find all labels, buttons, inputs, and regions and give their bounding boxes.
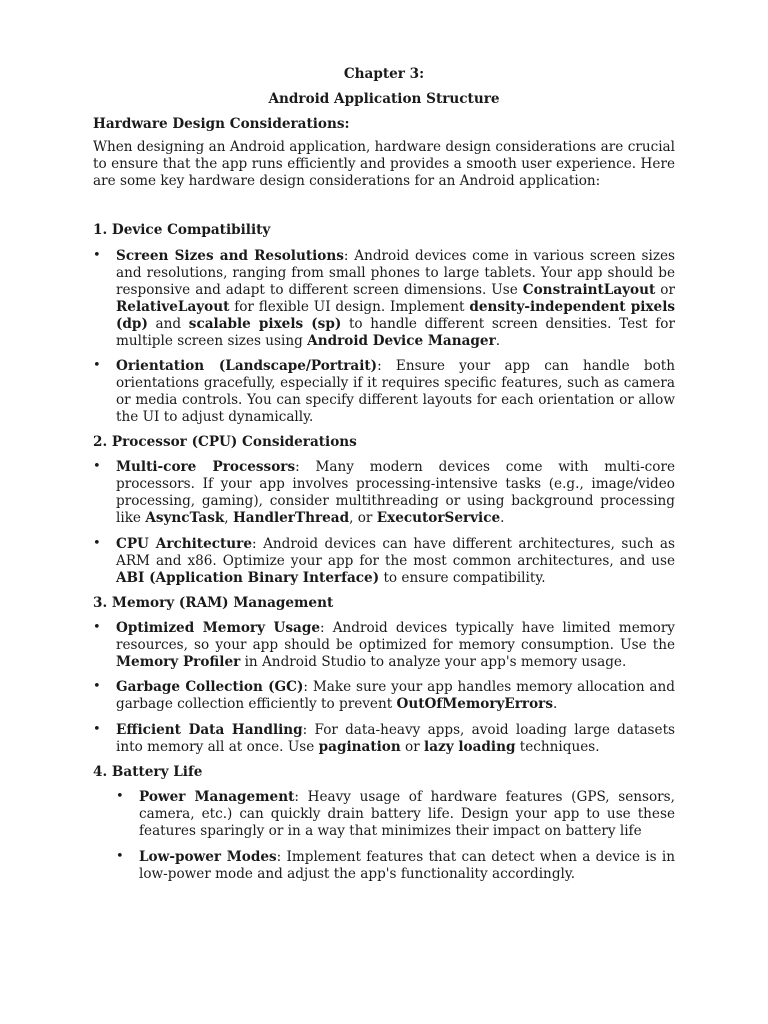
- list-item: Orientation (Landscape/Portrait): Ensure your app can handle both orientations gracefully, especially if it requires specific features, such as camera or media controls. You can specify different layouts for each orientation or allow the UI to adjust dynamically.: [116, 358, 675, 425]
- bullet-marker: •: [116, 789, 124, 804]
- item-term: Orientation (Landscape/Portrait): [116, 358, 378, 374]
- bullet-marker: •: [93, 358, 101, 373]
- emphasis-term: OutOfMemoryErrors: [396, 696, 553, 712]
- item-term: Efficient Data Handling: [116, 722, 303, 738]
- item-term: Power Management: [139, 789, 295, 805]
- emphasis-term: density-independent pixels (dp): [116, 299, 676, 332]
- list-item: Screen Sizes and Resolutions: Android devices come in various screen sizes and resolutions, ranging from small phones to large tablets. Your app should be responsive and adapt to different screen dimensions. Use ConstraintLayout or RelativeLayout for flexible UI design. Implement density-independent pixels (dp) and scalable pixels (sp) to handle different screen densities. Test for multiple screen sizes using Android Device Manager.: [116, 248, 676, 349]
- emphasis-term: Android Device Manager: [307, 333, 496, 349]
- chapter-number: Chapter 3:: [343, 66, 425, 82]
- emphasis-term: ExecutorService: [376, 510, 501, 526]
- bullet-marker: •: [93, 679, 101, 694]
- section-heading-processor: 2. Processor (CPU) Considerations: [93, 434, 357, 450]
- bullet-marker: •: [93, 620, 101, 635]
- list-item: Multi-core Processors: Many modern devices come with multi-core processors. If your app involves processing-intensive tasks (e.g., image/video processing, gaming), consider multithreading or using background processing like AsyncTask, HandlerThread, or ExecutorService.: [116, 459, 676, 526]
- emphasis-term: RelativeLayout: [116, 299, 230, 315]
- list-item: Low-power Modes: Implement features that can detect when a device is in low-power mode and adjust the app's functionality accordingly.: [139, 849, 675, 882]
- emphasis-term: scalable pixels (sp): [188, 316, 342, 332]
- emphasis-term: ABI (Application Binary Interface): [116, 570, 380, 586]
- item-term: Optimized Memory Usage: [116, 620, 320, 636]
- bullet-marker: •: [93, 459, 101, 474]
- emphasis-term: pagination: [318, 739, 401, 755]
- item-term: CPU Architecture: [116, 536, 252, 552]
- bullet-marker: •: [93, 536, 101, 551]
- section-heading-device-compatibility: 1. Device Compatibility: [93, 222, 271, 238]
- section-heading: Hardware Design Considerations:: [93, 116, 350, 132]
- list-item: CPU Architecture: Android devices can have different architectures, such as ARM and x86. Optimize your app for the most common architectures, and use ABI (Application Binary Interface) to ensure compatibility.: [116, 536, 676, 586]
- list-item: Power Management: Heavy usage of hardware features (GPS, sensors, camera, etc.) can quickly drain battery life. Design your app to use these features sparingly or in a way that minimizes their impact on battery life: [139, 789, 675, 839]
- bullet-marker: •: [116, 849, 124, 864]
- item-term: Multi-core Processors: [116, 459, 296, 475]
- emphasis-term: lazy loading: [424, 739, 516, 755]
- emphasis-term: AsyncTask: [145, 510, 225, 526]
- chapter-title: Android Application Structure: [268, 91, 500, 107]
- list-item: Optimized Memory Usage: Android devices typically have limited memory resources, so your app should be optimized for memory consumption. Use the Memory Profiler in Android Studio to analyze your app's memory usage.: [116, 620, 675, 670]
- emphasis-term: ConstraintLayout: [522, 282, 656, 298]
- item-term: Garbage Collection (GC): [116, 679, 304, 695]
- section-heading-battery: 4. Battery Life: [93, 764, 203, 780]
- item-term: Screen Sizes and Resolutions: [116, 248, 344, 264]
- emphasis-term: Memory Profiler: [116, 654, 241, 670]
- intro-paragraph: When designing an Android application, hardware design considerations are crucial to ensure that the app runs efficiently and provides a smooth user experience. Here are some key hardware design considerations for an Android application:: [93, 139, 675, 189]
- bullet-marker: •: [93, 248, 101, 263]
- section-heading-memory: 3. Memory (RAM) Management: [93, 595, 334, 611]
- item-term: Low-power Modes: [139, 849, 277, 865]
- emphasis-term: HandlerThread: [232, 510, 350, 526]
- bullet-marker: •: [93, 722, 101, 737]
- list-item: Efficient Data Handling: For data-heavy apps, avoid loading large datasets into memory all at once. Use pagination or lazy loading techniques.: [116, 722, 676, 755]
- list-item: Garbage Collection (GC): Make sure your app handles memory allocation and garbage collection efficiently to prevent OutOfMemoryErrors.: [116, 679, 675, 712]
